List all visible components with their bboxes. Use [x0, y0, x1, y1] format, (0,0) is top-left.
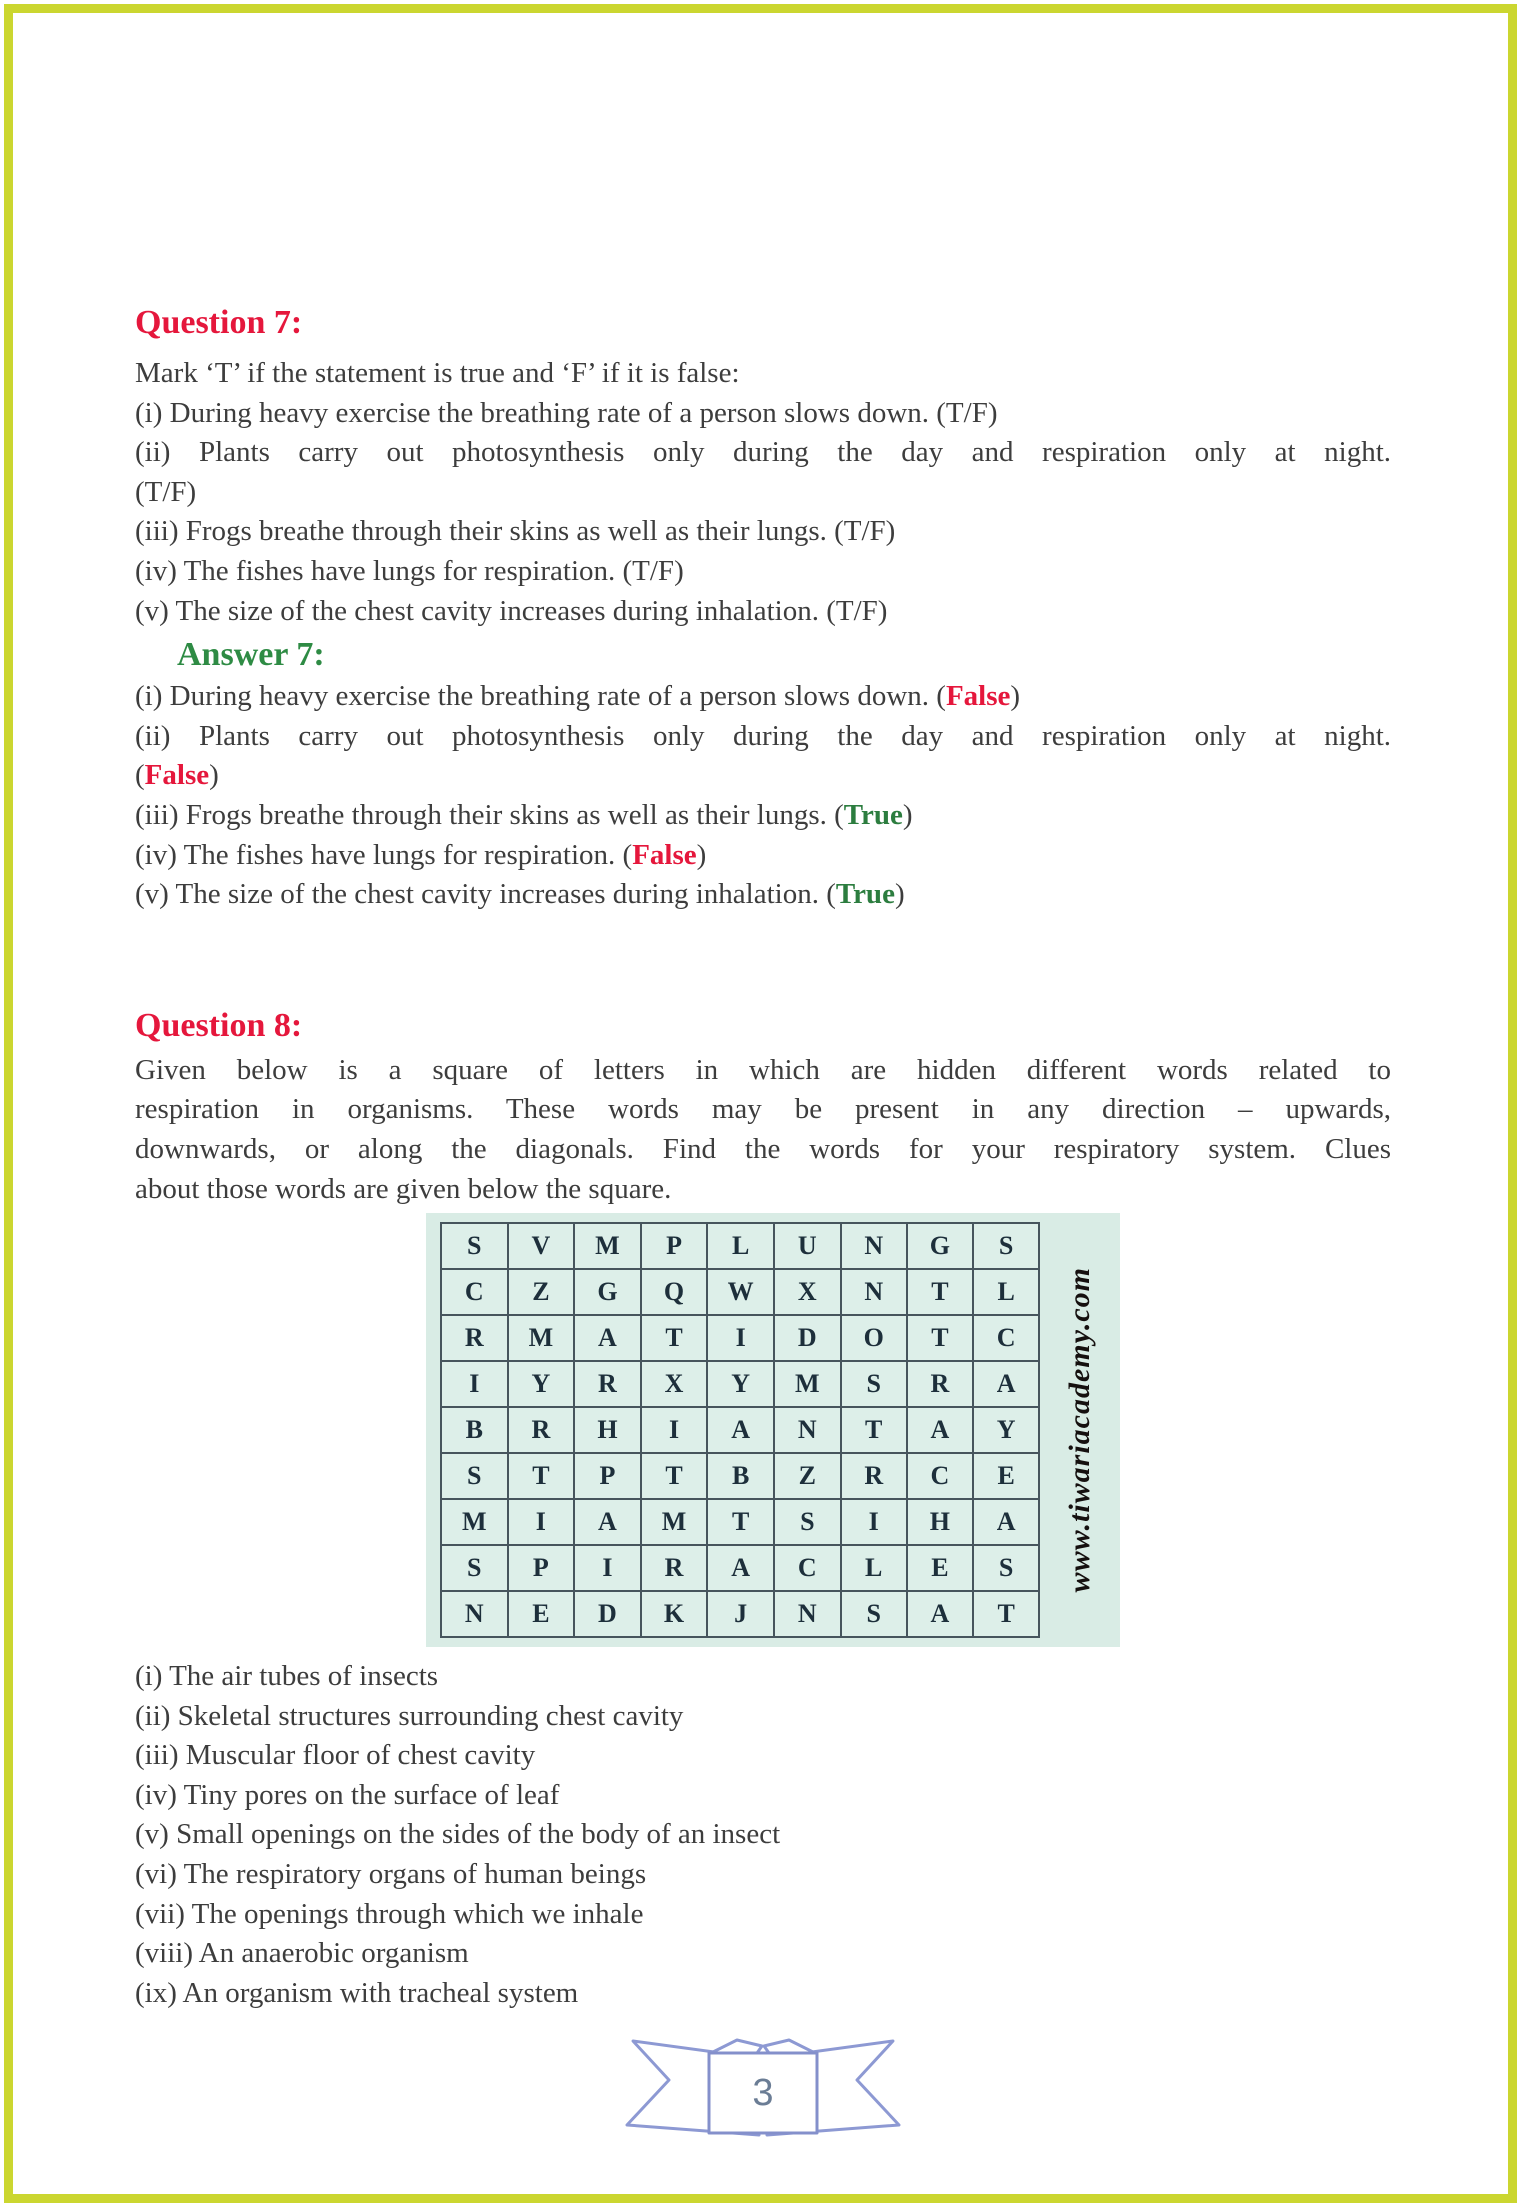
- grid-cell: D: [574, 1591, 641, 1637]
- answer7-line-5: [131, 875, 1391, 915]
- grid-row: [441, 1499, 1039, 1545]
- grid-cell: A: [907, 1591, 973, 1637]
- question7-statement-1: (i) During heavy exercise the breathing rate of a person slows down. (T/F): [135, 396, 998, 429]
- grid-cell: T: [508, 1453, 575, 1499]
- clue-line: (viii) An anaerobic organism: [135, 1937, 469, 1970]
- question8-body-line: about those words are given below the square.: [135, 1172, 672, 1205]
- grid-row: [441, 1453, 1039, 1499]
- grid-cell: P: [508, 1545, 575, 1591]
- answer7-line-2-wrap: [131, 756, 1391, 796]
- grid-row: [441, 1361, 1039, 1407]
- grid-cell: R: [441, 1315, 508, 1361]
- grid-cell: I: [508, 1499, 575, 1545]
- grid-cell: M: [774, 1361, 841, 1407]
- question7-statement-5: (v) The size of the chest cavity increases during inhalation. (T/F): [135, 594, 888, 627]
- clue-line: (vii) The openings through which we inhale: [135, 1897, 644, 1930]
- grid-cell: Z: [508, 1269, 575, 1315]
- grid-cell: B: [707, 1453, 774, 1499]
- verdict-false: False: [945, 680, 1011, 713]
- grid-row: [441, 1223, 1039, 1269]
- grid-cell: T: [841, 1407, 907, 1453]
- grid-cell: U: [774, 1223, 841, 1269]
- grid-cell: A: [907, 1407, 973, 1453]
- grid-cell: E: [973, 1453, 1039, 1499]
- watermark-strip: [1040, 1222, 1120, 1638]
- open-paren: (: [135, 759, 145, 792]
- question8-body-line: downwards, or along the diagonals. Find the words for your respiratory system. Clues: [135, 1132, 1391, 1165]
- grid-cell: T: [907, 1269, 973, 1315]
- grid-cell: L: [707, 1223, 774, 1269]
- grid-cell: L: [841, 1545, 907, 1591]
- grid-row: [441, 1315, 1039, 1361]
- grid-cell: G: [574, 1269, 641, 1315]
- letter-grid: [440, 1222, 1040, 1638]
- open-paren: (: [622, 838, 633, 871]
- grid-cell: H: [907, 1499, 973, 1545]
- grid-cell: S: [973, 1545, 1039, 1591]
- open-paren: (: [826, 878, 836, 911]
- grid-row: [441, 1545, 1039, 1591]
- grid-cell: B: [441, 1407, 508, 1453]
- letter-grid-panel: [426, 1213, 1120, 1647]
- grid-cell: S: [441, 1223, 508, 1269]
- grid-cell: T: [707, 1499, 774, 1545]
- verdict-true: True: [843, 798, 903, 831]
- grid-cell: L: [973, 1269, 1039, 1315]
- answer-text: (iii) Frogs breathe through their skins as well as their lungs.: [135, 798, 835, 831]
- clue-line: (ii) Skeletal structures surrounding chest cavity: [135, 1699, 684, 1732]
- grid-cell: I: [707, 1315, 774, 1361]
- close-paren: ): [1010, 680, 1021, 713]
- grid-cell: V: [508, 1223, 575, 1269]
- grid-cell: O: [841, 1315, 907, 1361]
- clues-list: [131, 1657, 1391, 2013]
- grid-cell: X: [641, 1361, 708, 1407]
- grid-cell: C: [973, 1315, 1039, 1361]
- grid-cell: J: [707, 1591, 774, 1637]
- grid-cell: S: [441, 1453, 508, 1499]
- grid-cell: H: [574, 1407, 641, 1453]
- page-content: [131, 0, 1391, 2139]
- clue-line: (v) Small openings on the sides of the body of an insect: [135, 1818, 781, 1851]
- question8-heading: Question 8:: [135, 1006, 303, 1044]
- grid-cell: A: [973, 1499, 1039, 1545]
- question8-body-line: respiration in organisms. These words may be present in any direction – upwards,: [135, 1093, 1391, 1126]
- grid-cell: E: [508, 1591, 575, 1637]
- question7-statement-2: (ii) Plants carry out photosynthesis only during the day and respiration only at night.: [135, 436, 1391, 469]
- question7-statement-3: (iii) Frogs breathe through their skins as well as their lungs. (T/F): [135, 515, 896, 548]
- grid-cell: A: [973, 1361, 1039, 1407]
- grid-cell: G: [907, 1223, 973, 1269]
- question7-statement-2-wrap: (T/F): [135, 475, 197, 508]
- page-ribbon: [611, 2035, 911, 2139]
- grid-cell: R: [508, 1407, 575, 1453]
- answer7-line-2: (ii) Plants carry out photosynthesis only during the day and respiration only at night.: [135, 719, 1391, 752]
- open-paren: (: [936, 680, 946, 713]
- clue-line: (ix) An organism with tracheal system: [135, 1976, 579, 2009]
- verdict-true: True: [835, 878, 895, 911]
- grid-cell: D: [774, 1315, 841, 1361]
- grid-row: [441, 1591, 1039, 1637]
- grid-cell: I: [441, 1361, 508, 1407]
- verdict-false: False: [144, 759, 210, 792]
- answer7-line-3: [131, 796, 1391, 836]
- grid-cell: E: [907, 1545, 973, 1591]
- grid-cell: S: [841, 1361, 907, 1407]
- grid-cell: S: [441, 1545, 508, 1591]
- grid-cell: S: [841, 1591, 907, 1637]
- grid-cell: A: [707, 1407, 774, 1453]
- question7-intro: Mark ‘T’ if the statement is true and ‘F’ if it is false:: [135, 357, 740, 389]
- close-paren: ): [894, 878, 905, 911]
- page-number: 3: [752, 2071, 774, 2114]
- close-paren: ): [696, 838, 707, 871]
- answer-text: (iv) The fishes have lungs for respiration.: [135, 838, 623, 871]
- clue-line: (iii) Muscular floor of chest cavity: [135, 1739, 536, 1772]
- grid-cell: K: [641, 1591, 708, 1637]
- grid-cell: N: [774, 1407, 841, 1453]
- clue-line: (vi) The respiratory organs of human beings: [135, 1858, 647, 1891]
- grid-cell: Z: [774, 1453, 841, 1499]
- grid-cell: P: [641, 1223, 708, 1269]
- grid-row: [441, 1269, 1039, 1315]
- grid-cell: P: [574, 1453, 641, 1499]
- question8-body-line: Given below is a square of letters in which are hidden different words related to: [135, 1053, 1391, 1086]
- grid-cell: M: [574, 1223, 641, 1269]
- grid-cell: A: [574, 1499, 641, 1545]
- grid-cell: N: [774, 1591, 841, 1637]
- grid-cell: M: [641, 1499, 708, 1545]
- grid-cell: I: [574, 1545, 641, 1591]
- grid-cell: T: [973, 1591, 1039, 1637]
- verdict-false: False: [632, 838, 697, 871]
- grid-cell: W: [707, 1269, 774, 1315]
- grid-cell: A: [574, 1315, 641, 1361]
- grid-cell: A: [707, 1545, 774, 1591]
- grid-cell: Y: [973, 1407, 1039, 1453]
- grid-cell: S: [973, 1223, 1039, 1269]
- grid-cell: R: [641, 1545, 708, 1591]
- grid-cell: M: [508, 1315, 575, 1361]
- close-paren: ): [902, 798, 913, 831]
- question7-statement-4: (iv) The fishes have lungs for respiration. (T/F): [135, 554, 684, 587]
- grid-cell: N: [841, 1223, 907, 1269]
- grid-cell: R: [841, 1453, 907, 1499]
- open-paren: (: [834, 798, 844, 831]
- answer7-heading: Answer 7:: [177, 636, 325, 674]
- grid-cell: C: [907, 1453, 973, 1499]
- grid-cell: C: [774, 1545, 841, 1591]
- answer-text: (v) The size of the chest cavity increases during inhalation.: [135, 878, 827, 911]
- grid-cell: R: [574, 1361, 641, 1407]
- grid-cell: X: [774, 1269, 841, 1315]
- grid-cell: Y: [508, 1361, 575, 1407]
- close-paren: ): [209, 759, 219, 792]
- grid-cell: Y: [707, 1361, 774, 1407]
- grid-cell: I: [841, 1499, 907, 1545]
- clue-line: (iv) Tiny pores on the surface of leaf: [135, 1778, 560, 1811]
- grid-cell: T: [641, 1315, 708, 1361]
- grid-cell: N: [441, 1591, 508, 1637]
- watermark-text: www.tiwariacademy.com: [1063, 1267, 1097, 1593]
- grid-cell: I: [641, 1407, 708, 1453]
- clue-line: (i) The air tubes of insects: [135, 1660, 439, 1693]
- grid-cell: M: [441, 1499, 508, 1545]
- answer-text: (i) During heavy exercise the breathing rate of a person slows down.: [135, 680, 937, 713]
- question7-heading: Question 7:: [135, 304, 303, 341]
- answer7-line-1: [131, 677, 1391, 717]
- grid-cell: R: [907, 1361, 973, 1407]
- grid-cell: Q: [641, 1269, 708, 1315]
- grid-cell: S: [774, 1499, 841, 1545]
- grid-cell: T: [907, 1315, 973, 1361]
- answer7-line-4: [131, 836, 1391, 876]
- grid-cell: T: [641, 1453, 708, 1499]
- grid-row: [441, 1407, 1039, 1453]
- grid-cell: C: [441, 1269, 508, 1315]
- grid-cell: N: [841, 1269, 907, 1315]
